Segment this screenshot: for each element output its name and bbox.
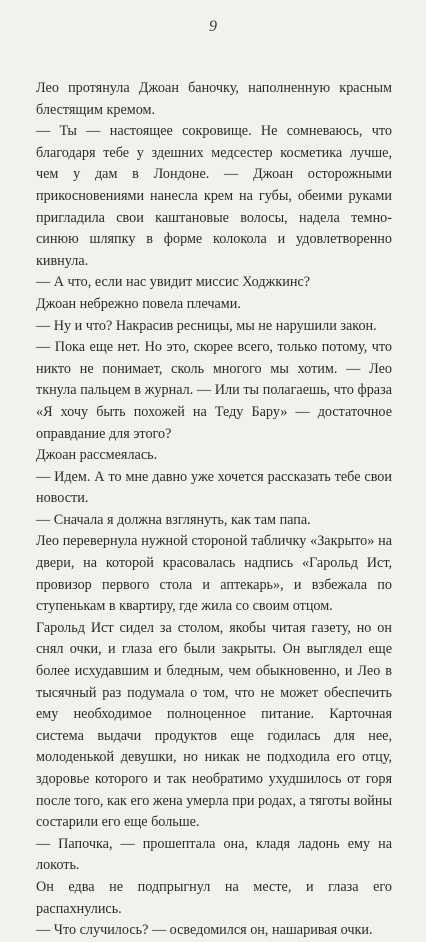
paragraph: — Папочка, — прошептала она, кладя ладонь ему на локоть.: [36, 835, 392, 874]
paragraph: — Ну и что? Накрасив ресницы, мы не нарушили закон.: [36, 317, 377, 334]
paragraph: Он едва не подпрыгнул на месте, и глаза его распахнулись.: [36, 878, 392, 917]
paragraph: Лео перевернула нужной стороной табличку «Закрыто» на двери, на которой красовалась надпись «Гарольд Ист, провизор первого стола и аптекарь», и взбежала по ступенькам в квартиру, где жила со своим отцом.: [36, 533, 392, 615]
paragraph: — Что случилось? — осведомился он, нашаривая очки.: [36, 922, 373, 939]
paragraph: — Ты — настоящее сокровище. Не сомневаюсь, что благодаря тебе у здешних медсестер косметика лучше, чем у дам в Лондоне. — Джоан осторожными прикосновениями нанесла крем на губы, обеими руками пригладила свои каштановые волосы, надела темно-синюю шляпку в форме колокола и удовлетворенно кивнула.: [36, 123, 392, 269]
page-number: 9: [209, 18, 217, 35]
paragraph: — Сначала я должна взглянуть, как там папа.: [36, 511, 311, 528]
paragraph: — Пока еще нет. Но это, скорее всего, только потому, что никто не понимает, сколь многого мы хотим. — Лео ткнула пальцем в журнал. — Или ты полагаешь, что фраза «Я хочу быть похожей на Теду Бару» — достаточное оправдание для этого?: [36, 339, 392, 442]
paragraph: — А что, если нас увидит миссис Ходжкинс?: [36, 274, 311, 291]
page-text: [36, 78, 392, 942]
paragraph: — Идем. А то мне давно уже хочется рассказать тебе свои новости.: [36, 468, 392, 507]
paragraph: Лео протянула Джоан баночку, наполненную красным блестящим кремом.: [36, 80, 392, 118]
paragraph: Джоан рассмеялась.: [36, 447, 158, 464]
paragraph: Джоан небрежно повела плечами.: [36, 295, 241, 312]
paragraph: Гарольд Ист сидел за столом, якобы читая газету, но он снял очки, и глаза его были закрыты. Он выглядел еще более исхудавшим и бледным, чем обыкновенно, и Лео в тысячный раз подумала о том, что не может обеспечить ему необходимое полноценное питание. Карточная система выдачи продуктов еще годилась для нее, молоденькой девушки, но никак не подходила его отцу, здоровье которого и так необратимо ухудшилось от горя после того, как его жена умерла при родах, а тяготы войны состарили его еще больше.: [36, 619, 392, 831]
